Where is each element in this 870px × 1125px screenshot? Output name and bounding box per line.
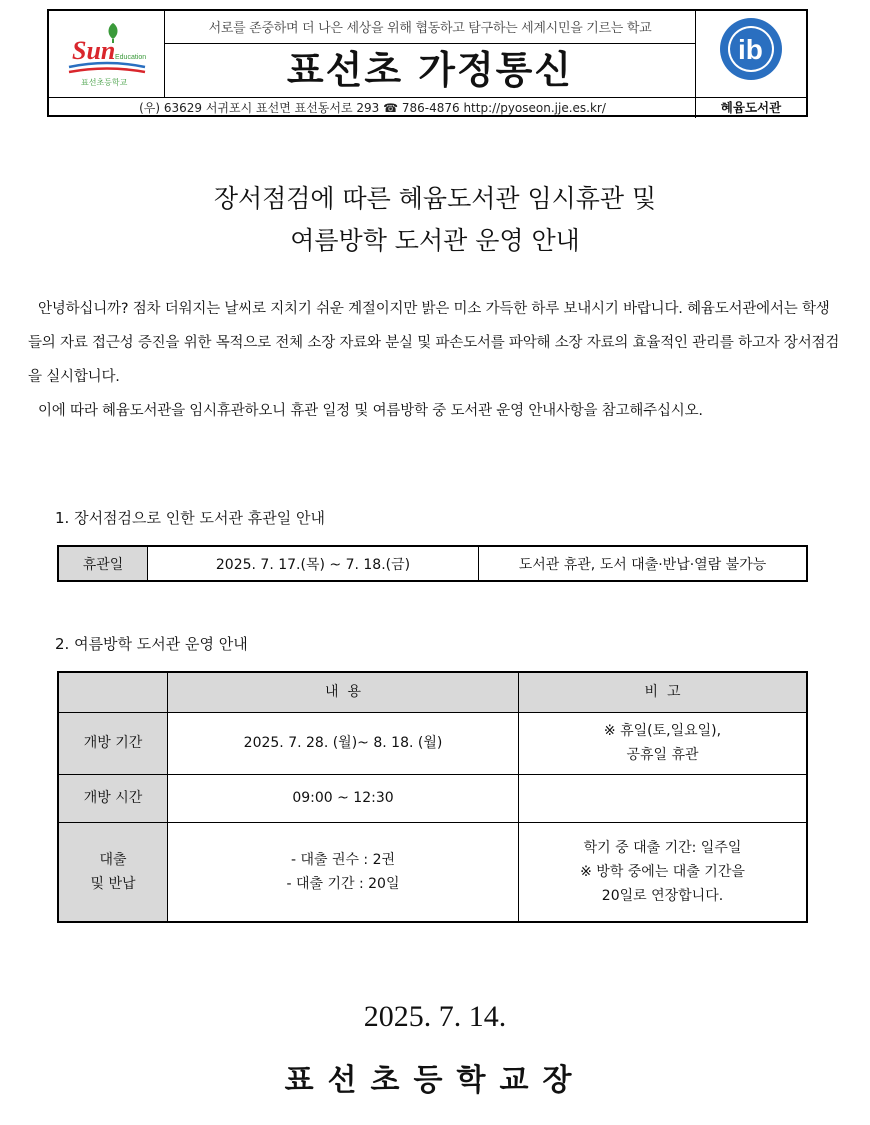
svg-text:표선초등학교: 표선초등학교: [81, 78, 128, 87]
label-line: 및 반납: [90, 875, 136, 892]
ib-logo-cell: [695, 11, 806, 97]
closure-table: [57, 545, 808, 582]
section-2-heading: 2. 여름방학 도서관 운영 안내: [55, 635, 248, 653]
closure-note: 도서관 휴관, 도서 대출·반납·열람 불가능: [479, 546, 808, 581]
row-content: [168, 822, 519, 922]
label-line: 대출: [99, 851, 127, 868]
document-title: [0, 178, 870, 262]
table-row: [58, 774, 807, 822]
note-line: 공휴일 휴관: [626, 747, 699, 763]
section-1-heading: 1. 장서점검으로 인한 도서관 휴관일 안내: [55, 509, 325, 527]
row-note: [519, 712, 808, 774]
row-label: [58, 822, 168, 922]
department-name: 혜윰도서관: [695, 98, 806, 118]
table-header-row: [58, 672, 807, 712]
newsletter-title: 표선초 가정통신: [286, 48, 574, 92]
newsletter-header: [47, 9, 808, 117]
svg-text:Education: Education: [115, 54, 147, 61]
header-content: 내 용: [168, 672, 519, 712]
school-logo-cell: [49, 11, 165, 97]
row-note-empty: [519, 774, 808, 822]
summer-operation-table: [57, 671, 808, 923]
svg-text:ib: ib: [738, 34, 763, 65]
note-line: ※ 휴일(토,일요일),: [603, 723, 722, 739]
school-motto: 서로를 존중하며 더 나은 세상을 위해 협동하고 탐구하는 세계시민을 기르는 학교: [164, 15, 696, 44]
table-row: [58, 546, 807, 581]
note-line: 학기 중 대출 기간: 일주일: [583, 839, 742, 856]
intro-paragraph-1: 안녕하십니까? 점차 더워지는 날씨로 지치기 쉬운 계절이지만 밝은 미소 가득한 하루 보내시기 바랍니다. 혜윰도서관에서는 학생들의 자료 접근성 증진을 위한 목적으로 전체 소장 자료와 분실 및 파손도서를 파악해 소장 자료의 효율적인 관리를 하고자 장서점검을 실시합니다.: [28, 301, 840, 385]
svg-text:Sun: Sun: [72, 36, 116, 65]
row-label: 개방 기간: [58, 712, 168, 774]
title-line-2: 여름방학 도서관 운영 안내: [290, 226, 580, 255]
closure-label: 휴관일: [58, 546, 148, 581]
row-label: 개방 시간: [58, 774, 168, 822]
note-line: ※ 방학 중에는 대출 기간을: [580, 863, 745, 880]
title-line-1: 장서점검에 따른 혜윰도서관 임시휴관 및: [213, 184, 657, 213]
note-line: 20일로 연장합니다.: [601, 887, 724, 904]
intro-text: [28, 292, 840, 428]
intro-paragraph-2: 이에 따라 혜윰도서관을 임시휴관하오니 휴관 일정 및 여름방학 중 도서관 운영 안내사항을 참고해주십시오.: [38, 403, 703, 419]
table-row: [58, 712, 807, 774]
content-line: - 대출 권수 : 2권: [290, 851, 396, 868]
content-line: - 대출 기간 : 20일: [286, 875, 400, 892]
closure-dates: 2025. 7. 17.(목) ~ 7. 18.(금): [148, 546, 479, 581]
row-content: 2025. 7. 28. (월)~ 8. 18. (월): [168, 712, 519, 774]
sun-education-logo: [67, 19, 147, 91]
header-empty-cell: [58, 672, 168, 712]
issue-date: 2025. 7. 14.: [363, 1000, 507, 1033]
ib-world-school-logo: [719, 17, 783, 81]
row-content: 09:00 ~ 12:30: [168, 774, 519, 822]
header-middle: [164, 11, 696, 97]
header-note: 비 고: [519, 672, 808, 712]
table-row: [58, 822, 807, 922]
school-address: (우) 63629 서귀포시 표선면 표선동서로 293 ☎ 786-4876 http://pyoseon.jje.es.kr/: [139, 101, 606, 115]
principal-signature: 표선초등학교장: [284, 1063, 586, 1098]
row-note: [519, 822, 808, 922]
header-contact-row: [49, 97, 806, 118]
